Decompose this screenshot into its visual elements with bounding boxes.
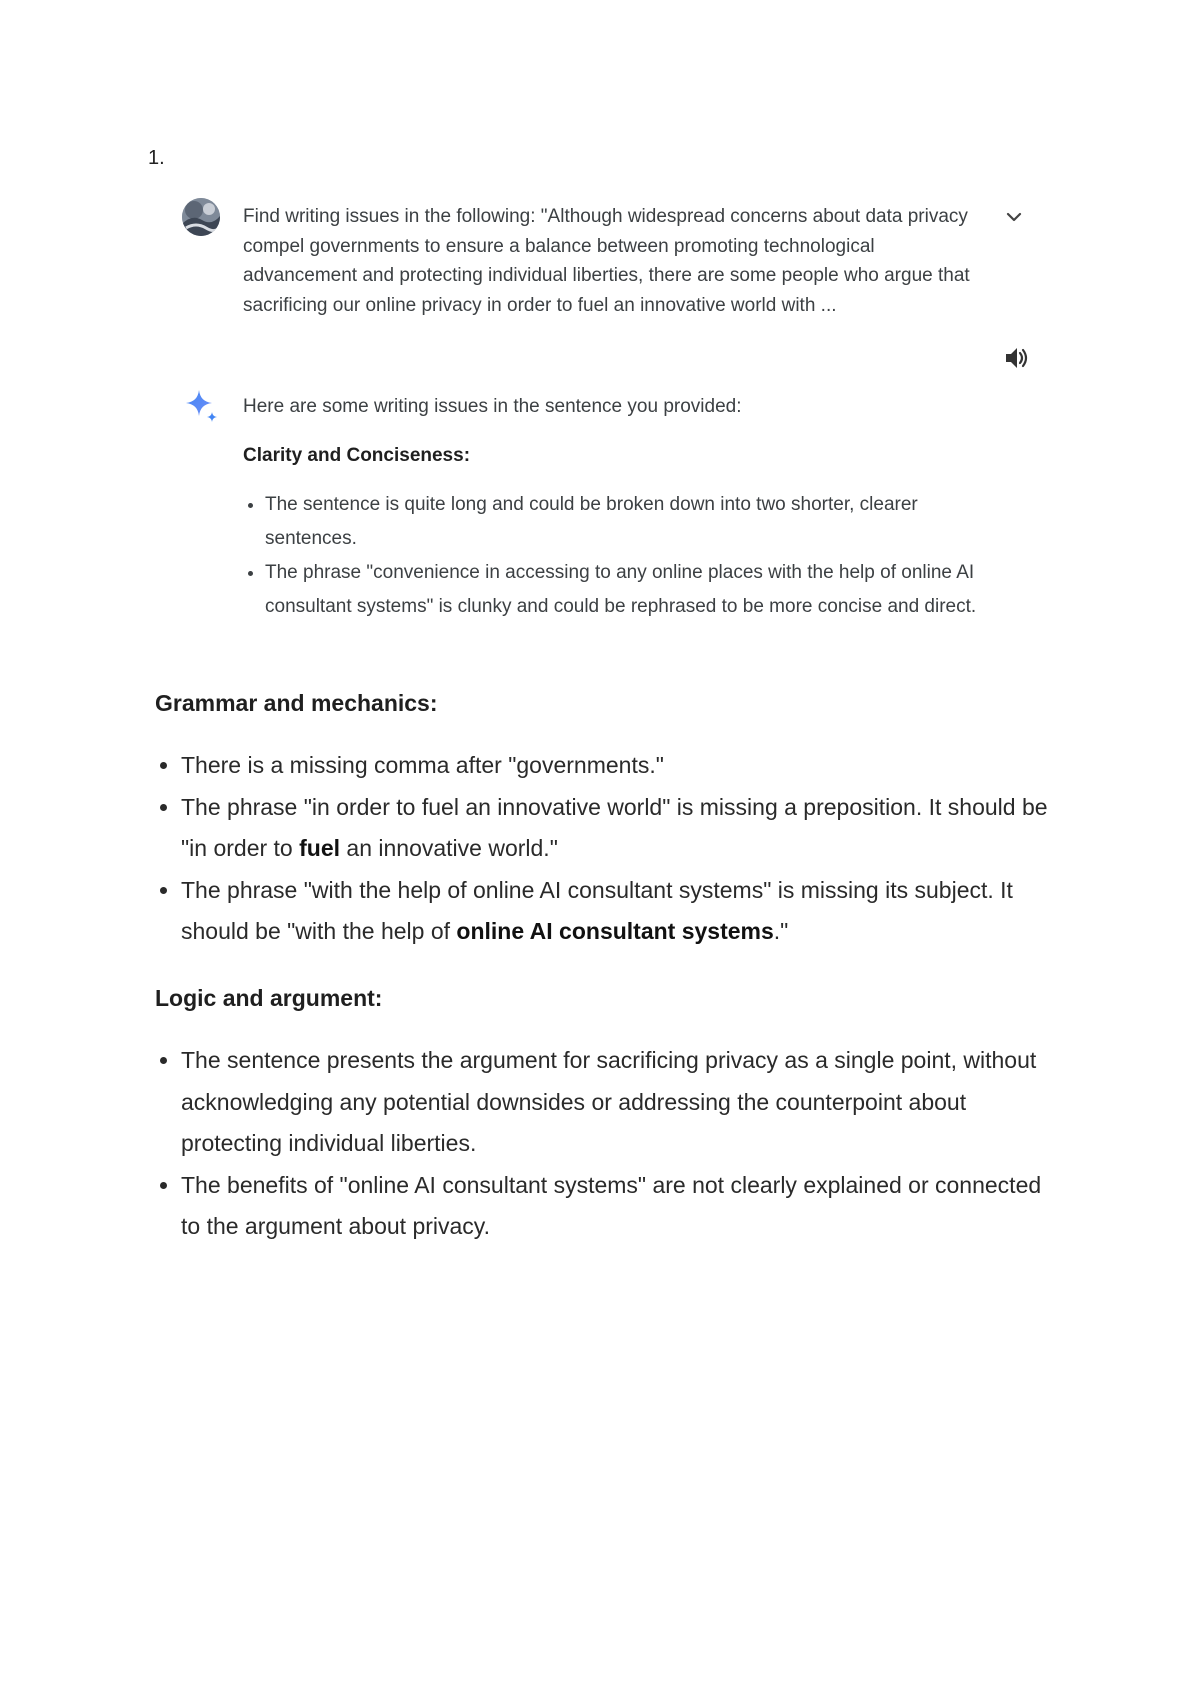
- clarity-list: [243, 488, 983, 624]
- list-item: • The sentence presents the argument for sacrificing privacy as a single point, without acknowledging any potential downsides or addressing the counterpoint about protecting individual liberties.: [181, 1040, 1065, 1165]
- response-intro: Here are some writing issues in the sentence you provided:: [243, 396, 742, 417]
- item-text: .": [773, 918, 789, 944]
- item-text: The phrase "in order to fuel an innovative world" is missing a preposition. It should be "in order to: [181, 793, 1048, 861]
- clarity-heading: Clarity and Conciseness:: [243, 445, 471, 466]
- list-item: [181, 870, 1065, 953]
- speaker-icon[interactable]: [1003, 344, 1031, 372]
- chevron-down-icon[interactable]: [1003, 206, 1025, 228]
- item-text: The phrase "with the help of online AI consultant systems" is missing its subject. It should be "with the help of: [181, 876, 1013, 944]
- list-item: • The benefits of "online AI consultant systems" are not clearly explained or connected to the argument about privacy.: [181, 1165, 1065, 1248]
- bold-text: fuel: [299, 835, 341, 861]
- logic-heading: Logic and argument:: [155, 985, 383, 1011]
- user-prompt-text: Find writing issues in the following: "Although widespread concerns about data privacy compel governments to ensure a balance between promoting technological advancement and protecting individual liberties, there are some people who argue that sacrificing our online privacy in order to fuel an innovative world with ...: [243, 206, 970, 316]
- sparkle-icon: [184, 388, 220, 424]
- list-item: • The phrase "convenience in accessing to any online places with the help of online AI consultant systems" is clunky and could be rephrased to be more concise and direct.: [265, 556, 983, 624]
- assistant-response: [243, 392, 983, 624]
- grammar-list: [155, 745, 1065, 953]
- grammar-section: [155, 687, 1065, 953]
- list-number: 1.: [148, 147, 165, 169]
- user-avatar: [182, 198, 220, 236]
- logic-list: [155, 1040, 1065, 1248]
- list-item: [181, 787, 1065, 870]
- item-text: an innovative world.": [340, 835, 558, 861]
- list-item: • There is a missing comma after "governments.": [181, 745, 1065, 787]
- logic-section: [155, 982, 1065, 1248]
- bold-text: online AI consultant systems: [456, 918, 774, 944]
- list-item: • The sentence is quite long and could be broken down into two shorter, clearer sentences.: [265, 488, 983, 556]
- grammar-heading: Grammar and mechanics:: [155, 690, 438, 716]
